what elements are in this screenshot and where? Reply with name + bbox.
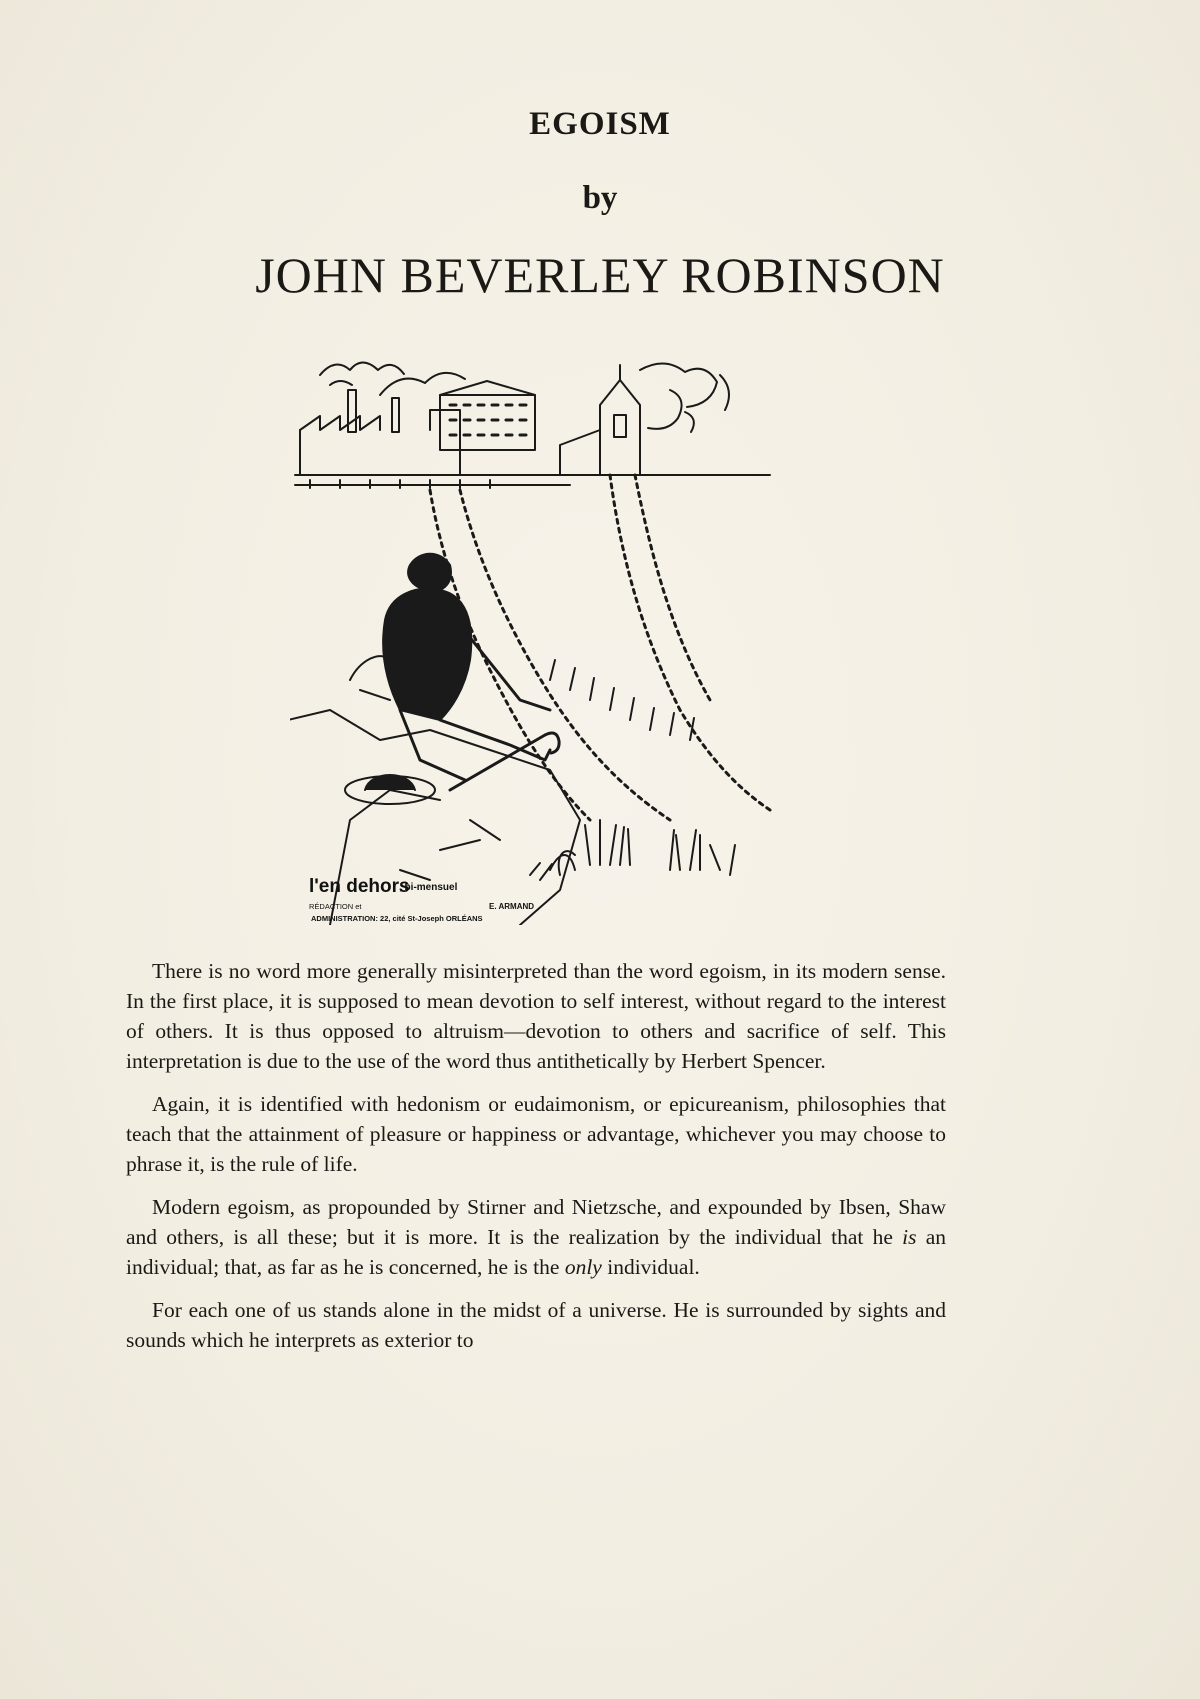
- caption-redaction: RÉDACTION et: [309, 902, 362, 911]
- document-title: EGOISM: [529, 106, 671, 142]
- man-on-cliff-overlooking-factory-crowd-illustration: [290, 350, 780, 925]
- caption-brand: l'en dehors: [309, 876, 410, 897]
- author-name: JOHN BEVERLEY ROBINSON: [255, 247, 945, 303]
- paragraph-1: There is no word more generally misinterpreted than the word egoism, in its modern sense. In the first place, it is supposed to mean devotion to self interest, without regard to the interest of others. It is thus opposed to altruism—devotion to others and sacrifice of self. This interpretation is due to the use of the word thus antithetically by Herbert Spencer.: [126, 959, 946, 1073]
- paragraph-4: For each one of us stands alone in the midst of a universe. He is surrounded by sights and sounds which he interprets as exterior to: [126, 1298, 946, 1352]
- paragraph-3: [126, 1192, 946, 1282]
- emphasis-only: only: [564, 1255, 602, 1279]
- caption-editor: E. ARMAND: [489, 902, 535, 911]
- illustration-caption: [309, 876, 729, 926]
- paragraph-3-part-c: individual.: [601, 1255, 700, 1279]
- paragraph-2: Again, it is identified with hedonism or eudaimonism, or epicureanism, philosophies that teach that the attainment of pleasure or happiness or advantage, whichever you may choose to phrase it, is the rule of life.: [126, 1092, 946, 1176]
- emphasis-is: is: [902, 1225, 917, 1249]
- caption-frequency: , bi-mensuel: [399, 882, 458, 893]
- byline-word: by: [582, 180, 618, 216]
- caption-address: ADMINISTRATION: 22, cité St-Joseph ORLÉANS: [311, 914, 483, 923]
- paragraph-3-part-b: an individual; that, as far as he is concerned, he is the: [126, 1225, 946, 1279]
- paragraph-3-part-a: Modern egoism, as propounded by Stirner and Nietzsche, and expounded by Ibsen, Shaw and others, is all these; but it is more. It is the realization by the individual that he: [126, 1195, 946, 1249]
- body-text: [126, 956, 946, 1368]
